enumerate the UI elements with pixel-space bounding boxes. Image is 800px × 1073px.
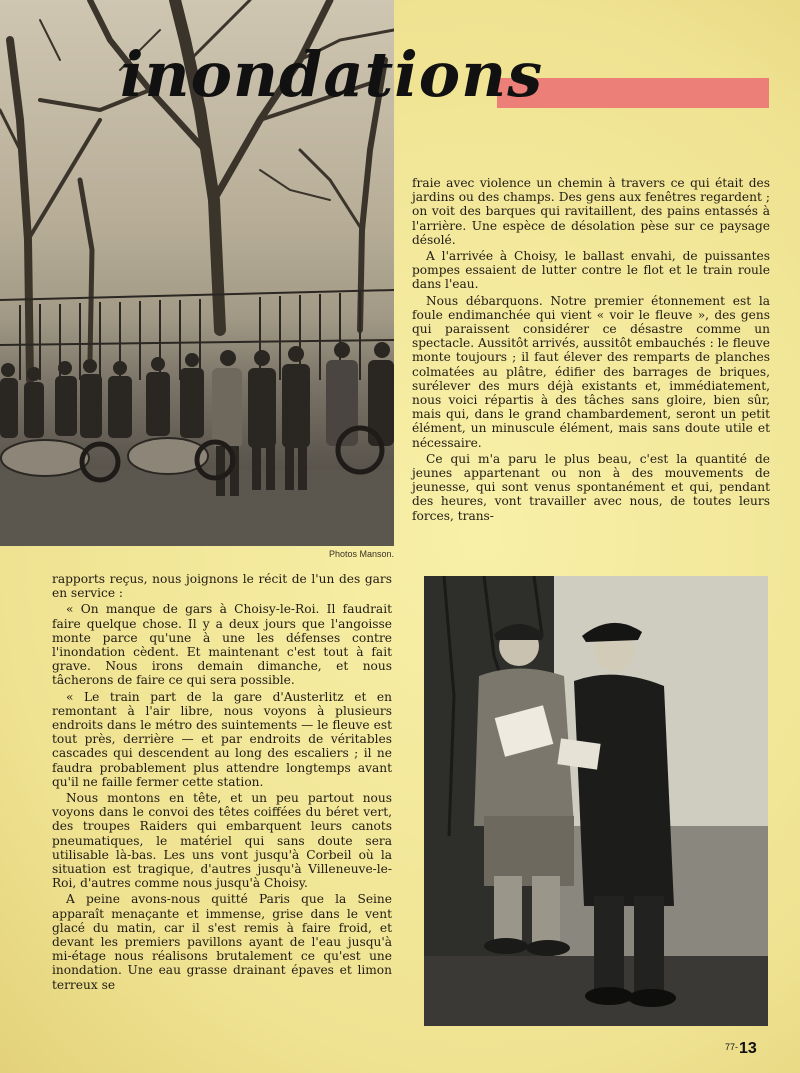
paragraph: rapports reçus, nous joignons le récit de l'un des gars en service :: [52, 572, 392, 601]
left-text-column: [52, 572, 392, 994]
paragraph: A peine avons-nous quitté Paris que la Seine apparaît menaçante et immense, grise dans le vent glacé du matin, car il s'est remis à faire froid, et devant les premiers pavillons ayant de l'eau jusqu'à mi-étage nous réalisons brutalement ce qu'est une inondation. Une eau grasse drainant épaves et limon terreux se: [52, 892, 392, 992]
paragraph: Ce qui m'a paru le plus beau, c'est la quantité de jeunes appartenant ou non à des mouvements de jeunesse, qui sont venus spontanément et qui, pendant des heures, vont travailler avec nous, de toutes leurs forces, trans-: [412, 451, 770, 523]
page-number-value: 13: [739, 1040, 757, 1057]
paragraph: Nous débarquons. Notre premier étonnement est la foule endimanchée qui vient « voir le fleuve », des gens qui paraissent considérer ce désastre comme un spectacle. Aussitôt arrivés, aussitôt embauchés : le fleuve monte toujours ; il faut élever des remparts de planches colmatées au plâtre, édifier des barrages de briques, surélever des murs déjà existants et, immédiatement, nous voici répartis à des tâches sans gloire, bien sûr, mais qui, dans le grand chambardement, seront un petit élément, un minuscule élément, mais sans doute utile et nécessaire.: [412, 293, 770, 450]
paragraph: fraie avec violence un chemin à travers ce qui était des jardins ou des champs. Des gens aux fenêtres regardent ; on voit des barques qui ravitaillent, des pains entassés à l'arrière. Une espèce de désolation pèse sur ce paysage désolé.: [412, 176, 770, 247]
paragraph: A l'arrivée à Choisy, le ballast envahi, de puissantes pompes essaient de lutter contre le flot et le train roule dans l'eau.: [412, 249, 770, 292]
page-number-prefix: 77-: [725, 1042, 739, 1052]
photo-two-young-men-reading: [424, 576, 768, 1026]
photo-credit: Photos Manson.: [328, 549, 394, 559]
paragraph: « On manque de gars à Choisy-le-Roi. Il faudrait faire quelque chose. Il y a deux jours que l'angoisse monte parce qu'une à une les défenses contre l'inondation cèdent. Et maintenant c'est tout à fait grave. Nous irons demain dimanche, et nous tâcherons de faire ce qui sera possible.: [52, 602, 392, 688]
article-title: inondations: [120, 38, 544, 111]
paragraph: Nous montons en tête, et un peu partout nous voyons dans le convoi des têtes coiffées du béret vert, des troupes Raiders qui embarquent leurs canots pneumatiques, le matériel qui sans doute sera utilisable là-bas. Les uns vont jusqu'à Corbeil où la situation est tragique, d'autres jusqu'à Villeneuve-le-Roi, d'autres comme nous jusqu'à Choisy.: [52, 791, 392, 891]
right-text-column: [412, 176, 770, 525]
page-number: [725, 1040, 757, 1058]
paragraph: « Le train part de la gare d'Austerlitz et en remontant à l'air libre, nous voyons à plusieurs endroits dans le métro des suintements — le fleuve est tout près, derrière — et par endroits de véritables cascades qui descendent au long des escaliers ; il ne faudra probablement plus attendre longtemps avant qu'il ne faille fermer cette station.: [52, 689, 392, 789]
